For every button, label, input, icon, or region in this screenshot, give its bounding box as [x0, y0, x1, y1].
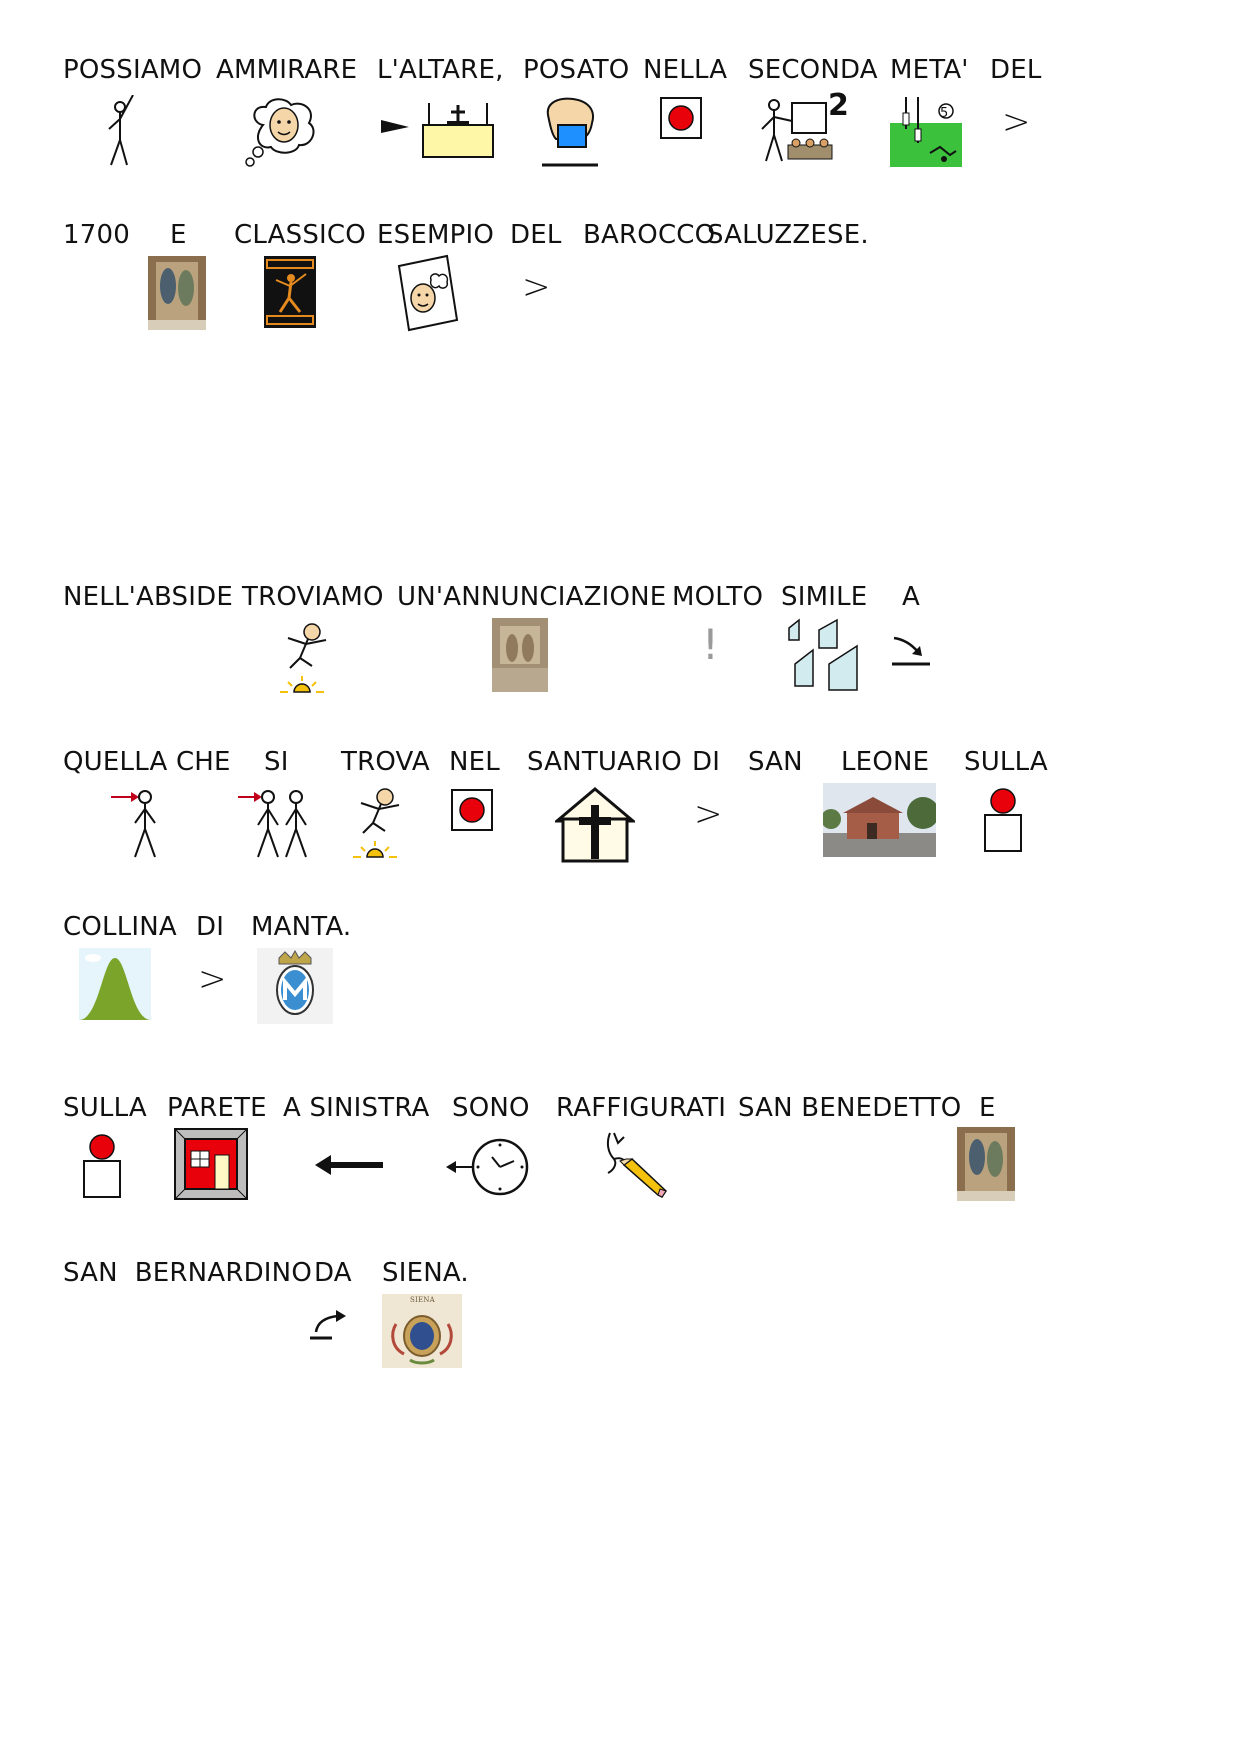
- word-label: TROVA: [341, 747, 430, 777]
- annunciation-photo-icon: [492, 618, 548, 692]
- word-label: UN'ANNUNCIAZIONE: [397, 582, 667, 612]
- word-label: MOLTO: [672, 582, 764, 612]
- of-symbol: >: [522, 267, 551, 307]
- word-label: A: [902, 582, 920, 612]
- number-label: 2: [828, 88, 850, 123]
- word-label: DEL: [510, 220, 562, 250]
- drawing-pencil-icon: [604, 1129, 670, 1201]
- word-label: L'ALTARE,: [377, 55, 504, 85]
- word-label: SAN BENEDETTO: [738, 1093, 962, 1123]
- exclamation-icon: !: [702, 620, 720, 669]
- word-label: SALUZZESE.: [707, 220, 869, 250]
- word-label: NELLA: [643, 55, 728, 85]
- word-label: COLLINA: [63, 912, 177, 942]
- word-label: A SINISTRA: [283, 1093, 430, 1123]
- reflexive-people-icon: [236, 787, 316, 862]
- word-label: 1700: [63, 220, 130, 250]
- standing-person-icon: [103, 95, 143, 170]
- sanctuary-church-icon: [555, 787, 635, 863]
- word-label: SULLA: [63, 1093, 147, 1123]
- manta-coat-of-arms-icon: [257, 948, 333, 1024]
- similar-shapes-icon: [787, 618, 859, 694]
- word-label: E: [170, 220, 187, 250]
- place-down-icon: [538, 95, 603, 170]
- find-person-icon: [278, 622, 334, 697]
- fresco-photo-icon: [148, 256, 206, 330]
- word-label: LEONE: [841, 747, 930, 777]
- word-label: POSSIAMO: [63, 55, 203, 85]
- word-label: SULLA: [964, 747, 1048, 777]
- hill-icon: [79, 948, 151, 1020]
- word-label: QUELLA CHE: [63, 747, 231, 777]
- word-label: SECONDA: [748, 55, 878, 85]
- word-label: SIMILE: [781, 582, 868, 612]
- word-label: MANTA.: [251, 912, 352, 942]
- word-label: DI: [692, 747, 721, 777]
- word-label: ESEMPIO: [377, 220, 495, 250]
- word-label: RAFFIGURATI: [556, 1093, 727, 1123]
- word-label: POSATO: [523, 55, 630, 85]
- word-label: PARETE: [167, 1093, 267, 1123]
- fresco-photo-icon: [957, 1127, 1015, 1201]
- to-arrow-icon: [890, 634, 934, 670]
- word-label: BAROCCO: [583, 220, 716, 250]
- word-label: NELL'ABSIDE: [63, 582, 233, 612]
- of-symbol: >: [198, 959, 227, 999]
- of-symbol: >: [694, 794, 723, 834]
- word-label: SANTUARIO: [527, 747, 682, 777]
- left-arrow-icon: [313, 1153, 385, 1177]
- siena-map-label: SIENA: [410, 1296, 435, 1304]
- in-icon: [449, 787, 495, 833]
- altar-icon: [377, 95, 497, 160]
- in-icon: [658, 95, 704, 141]
- word-label: DEL: [990, 55, 1042, 85]
- word-label: SAN: [748, 747, 803, 777]
- greek-vase-figure-icon: [264, 256, 316, 328]
- wall-icon: [173, 1127, 249, 1201]
- find-person-icon: [351, 787, 407, 862]
- number-label: 5: [940, 106, 949, 121]
- of-symbol: >: [1002, 102, 1031, 142]
- word-label: SAN BERNARDINO: [63, 1258, 312, 1288]
- word-label: TROVIAMO: [242, 582, 384, 612]
- half-field-icon: [890, 95, 962, 170]
- word-label: AMMIRARE: [216, 55, 358, 85]
- word-label: DA: [314, 1258, 352, 1288]
- on-top-icon: [982, 787, 1024, 853]
- word-label: CLASSICO: [234, 220, 366, 250]
- word-label: DI: [196, 912, 225, 942]
- example-card-icon: [395, 254, 461, 332]
- thinking-face-icon: [241, 95, 321, 170]
- on-top-icon: [81, 1133, 123, 1199]
- from-arrow-icon: [308, 1310, 352, 1344]
- word-label: SI: [264, 747, 289, 777]
- word-label: META': [890, 55, 969, 85]
- word-label: NEL: [449, 747, 500, 777]
- word-label: SONO: [452, 1093, 530, 1123]
- that-person-icon: [109, 787, 169, 862]
- past-clock-icon: [444, 1137, 530, 1197]
- word-label: SIENA.: [382, 1258, 469, 1288]
- siena-map-icon: [382, 1294, 462, 1368]
- san-leone-photo-icon: [823, 783, 936, 857]
- word-label: E: [979, 1093, 996, 1123]
